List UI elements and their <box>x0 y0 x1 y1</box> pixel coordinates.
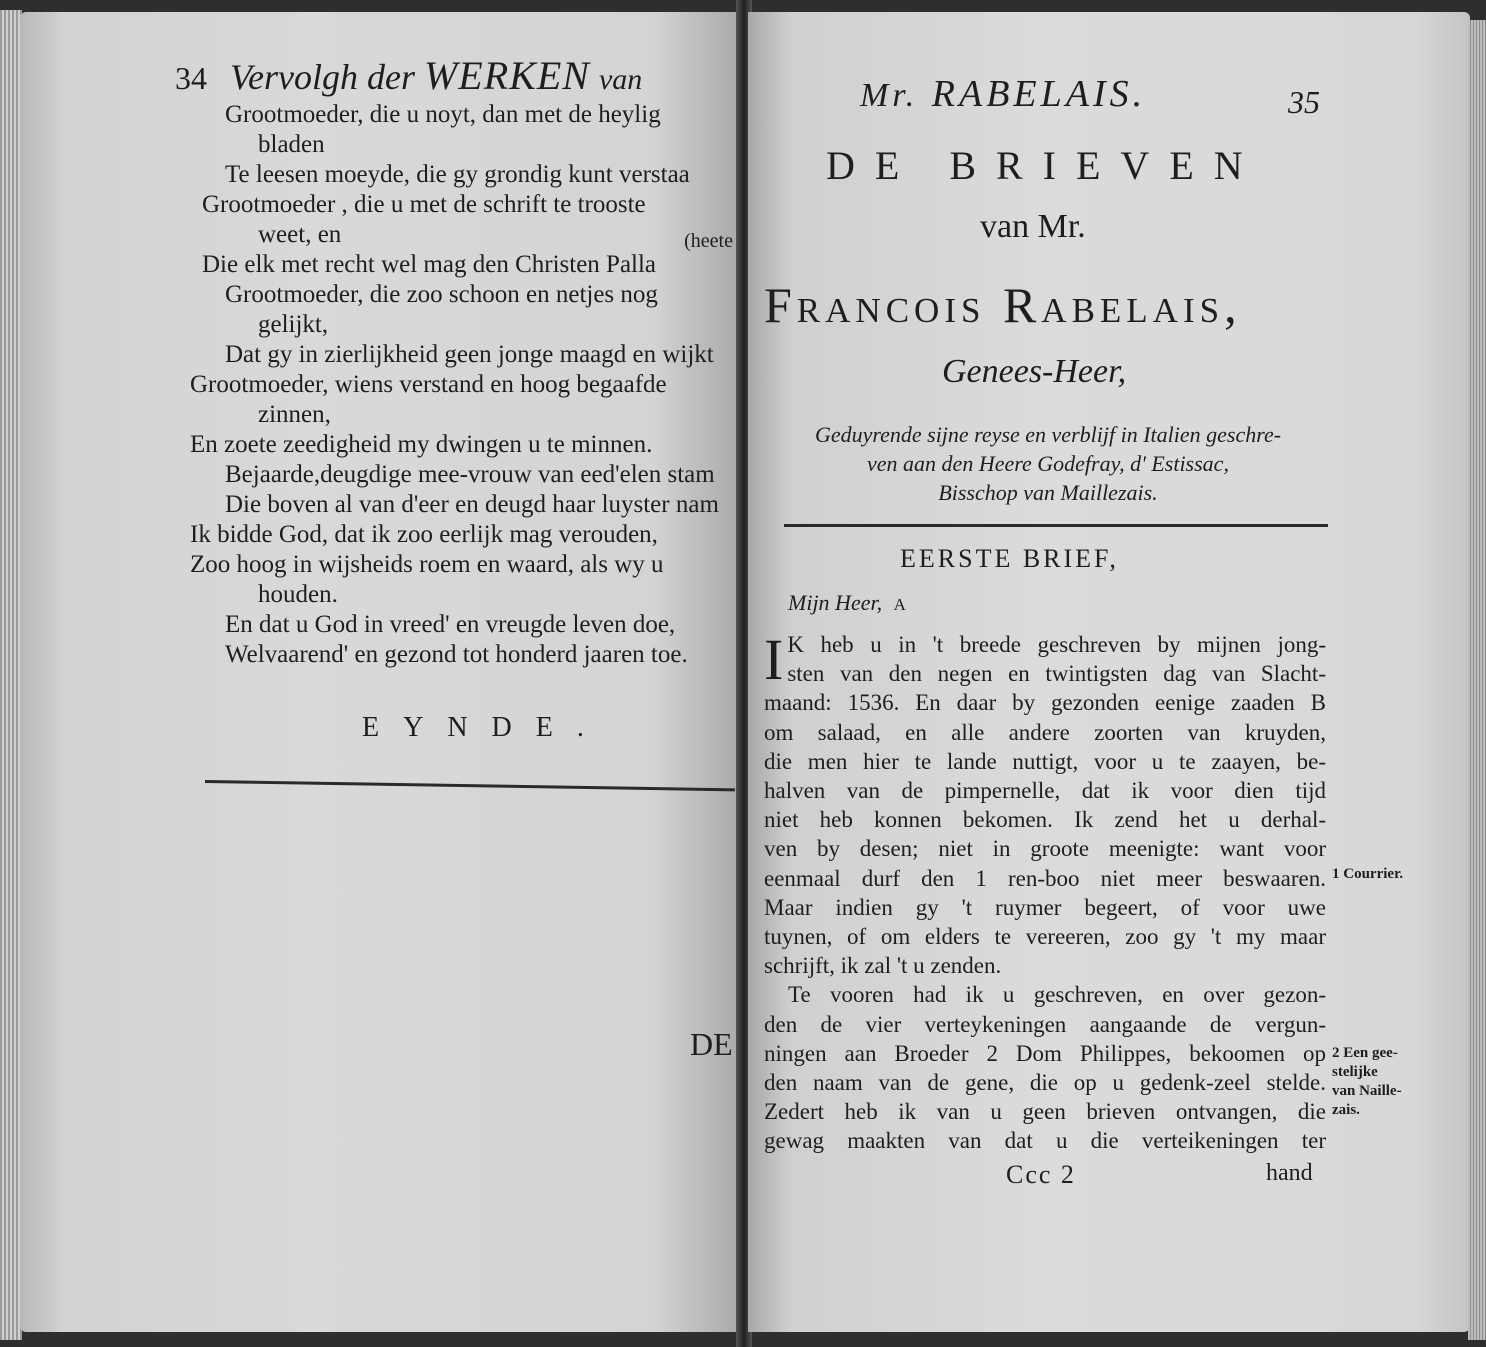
body-line: ningen aan Broeder 2 Dom Philippes, bekoomen op <box>764 1040 1326 1066</box>
poem-line: Grootmoeder, die zoo schoon en netjes nog <box>225 281 658 308</box>
salutation <box>788 590 906 616</box>
body-line: schrijft, ik zal 't u zenden. <box>764 953 1002 979</box>
poem-line: bladen <box>258 131 325 158</box>
body-line: eenmaal durf den 1 ren-boo niet meer beswaaren. <box>764 865 1326 891</box>
right-running-head <box>860 72 1146 116</box>
body-line: om salaad, en alle andere zoorten van kruyden, <box>764 719 1326 745</box>
author-name: Francois Rabelais, <box>764 277 1242 333</box>
body-line: K heb u in 't breede geschreven by mijnen jong- <box>787 632 1326 657</box>
left-page-number: 34 <box>175 60 207 96</box>
left-page-edges <box>0 10 22 1340</box>
poem-block <box>190 100 735 670</box>
subtitle-line: Geduyrende sijne reyse en verblijf in Italien geschre- <box>814 422 1282 447</box>
margin-note-line: van Naille- <box>1332 1083 1402 1099</box>
poem-line: En zoete zeedigheid my dwingen u te minnen. <box>190 431 653 458</box>
poem-line: Grootmoeder, die u noyt, dan met de heylig <box>225 101 661 128</box>
poem-line: Welvaarend' en gezond tot honderd jaaren toe. <box>225 641 688 668</box>
body-line: den naam van de gene, die op u gedenk-zeel stelde. <box>764 1070 1326 1096</box>
body-line: gewag maakten van dat u die verteikeningen ter <box>764 1128 1326 1154</box>
right-page-number: 35 <box>1288 84 1320 120</box>
right-running-head-text: RABELAIS. <box>931 73 1147 115</box>
poem-line: En dat u God in vreed' en vreugde leven doe, <box>225 611 676 638</box>
drop-capital: I <box>764 627 784 692</box>
poem-line: Die boven al van d'eer en deugd haar luyster nam <box>225 491 719 518</box>
poem-line: (heete <box>684 230 733 252</box>
title-line: DE BRIEVEN <box>826 143 1263 188</box>
poem-line: houden. <box>258 581 338 608</box>
margin-note-line: 2 Een gee- <box>1332 1045 1398 1061</box>
body-line: die men hier te lande nuttigt, voor u te zaayen, be- <box>764 748 1326 774</box>
letter-heading: EERSTE BRIEF, <box>900 544 1119 573</box>
body-line: tuynen, of om elders te vereeren, zoo gy 't my maar <box>764 924 1326 950</box>
body-line: sten van den negen en twintigsten dag van Slacht- <box>787 661 1326 687</box>
poem-line: Ik bidde God, dat ik zoo eerlijk mag verouden, <box>190 521 658 548</box>
letter-body <box>764 627 1326 1156</box>
poem-line: Zoo hoog in wijsheids roem en waard, als wy u <box>190 551 664 578</box>
author-profession: Genees-Heer, <box>942 353 1127 390</box>
left-running-head <box>175 52 735 99</box>
poem-line: Dat gy in zierlijkheid geen jonge maagd en wijkt <box>225 341 714 368</box>
poem-line: Grootmoeder , die u met de schrift te trooste <box>202 191 646 218</box>
body-line: Maar indien gy 't ruymer begeert, of voor uwe <box>764 894 1326 920</box>
margin-note-line: stelijke <box>1332 1064 1378 1080</box>
body-line: maand: 1536. En daar by gezonden eenige zaaden B <box>764 690 1326 716</box>
right-page-edges <box>1468 20 1486 1340</box>
left-running-head-text: Vervolgh der <box>230 57 415 97</box>
body-line: niet heb konnen bekomen. Ik zend het u derhal- <box>764 807 1326 833</box>
poem-line: gelijkt, <box>258 311 329 338</box>
title-subtitle <box>768 420 1328 507</box>
subtitle-line: ven aan den Heere Godefray, d' Estissac, <box>867 451 1229 476</box>
poem-line: Te leesen moeyde, die gy grondig kunt verstaa <box>225 161 690 188</box>
title-van-mr: van Mr. <box>980 208 1086 245</box>
right-divider-rule <box>784 524 1328 527</box>
body-line: Te vooren had ik u geschreven, en over gezon- <box>788 982 1326 1008</box>
body-line: Zedert heb ik van u geen brieven ontvangen, die <box>764 1099 1326 1125</box>
footnote-marker: A <box>893 595 906 614</box>
poem-line: weet, en <box>258 221 342 248</box>
poem-line: Grootmoeder, wiens verstand en hoog begaafde <box>190 371 667 398</box>
poem-line: Bejaarde,deugdige mee-vrouw van eed'elen stam <box>225 461 715 488</box>
margin-note-line: zais. <box>1332 1102 1360 1118</box>
body-line: ven by desen; niet in groote meenigte: want voor <box>764 836 1326 862</box>
body-line: halven van de pimpernelle, dat ik voor dien tijd <box>764 778 1326 804</box>
right-catchword: hand <box>1266 1160 1313 1186</box>
poem-line: Die elk met recht wel mag den Christen Palla <box>202 251 657 278</box>
end-marker: EYNDE. <box>362 712 608 743</box>
right-running-head-mr: Mr. <box>860 77 919 114</box>
signature-mark: Ccc 2 <box>1006 1160 1076 1189</box>
subtitle-line: Bisschop van Maillezais. <box>938 480 1158 505</box>
salutation-text: Mijn Heer, <box>788 590 883 615</box>
margin-note: 1 Courrier. <box>1332 866 1404 882</box>
left-running-head-werken: WERKEN <box>423 53 590 98</box>
margin-note <box>1332 1044 1442 1120</box>
body-line: den de vier verteykeningen aangaande de vergun- <box>764 1011 1326 1037</box>
left-running-head-van: van <box>598 63 643 96</box>
poem-line: zinnen, <box>258 401 331 428</box>
left-catchword: DE <box>690 1026 733 1062</box>
